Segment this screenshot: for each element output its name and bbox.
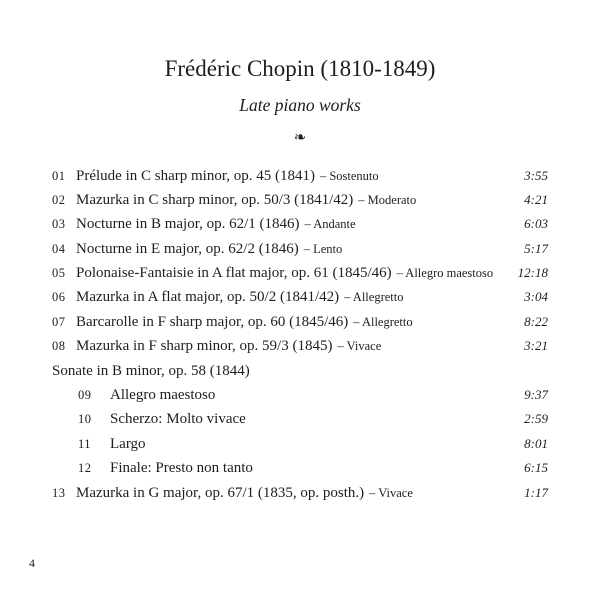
page-title: Frédéric Chopin (1810-1849) [164,56,436,81]
track-title: Mazurka in C sharp minor, op. 50/3 (1841/42) [76,191,354,208]
track-tempo: – Andante [304,217,356,232]
track-number: 05 [52,266,66,281]
track-duration: 8:01 [524,435,548,451]
track-row [52,289,548,313]
track-row [52,192,548,216]
track-duration: 3:21 [524,338,548,354]
track-row [52,411,548,435]
track-row [52,314,548,338]
page-number: 4 [29,556,35,570]
track-tempo: – Allegretto [344,290,404,305]
track-title: Largo [110,435,146,452]
track-tempo: – Sostenuto [319,168,379,183]
track-row [52,460,548,484]
track-title: Barcarolle in F sharp major, op. 60 (1845/46) [76,313,349,330]
track-duration: 2:59 [524,411,548,427]
track-number: 11 [78,436,92,451]
track-duration: 9:37 [524,387,548,403]
track-number: 09 [78,388,92,403]
track-number: 01 [52,168,66,183]
track-title: Prélude in C sharp minor, op. 45 (1841) [76,167,315,184]
track-title: Finale: Presto non tanto [110,460,253,477]
track-number: 08 [52,339,66,354]
track-row [52,168,548,192]
track-tempo: – Allegretto [353,314,413,329]
track-duration: 8:22 [524,313,548,329]
track-tempo: – Moderato [358,192,417,207]
track-number: 10 [78,412,92,427]
track-duration: 6:15 [524,460,548,476]
track-tempo: – Lento [303,241,343,256]
track-number: 06 [52,290,66,305]
track-title: Mazurka in G major, op. 67/1 (1835, op. posth.) [76,484,365,501]
track-title: Mazurka in A flat major, op. 50/2 (1841/42) [76,289,340,306]
track-tempo: – Allegro maestoso [396,266,494,281]
track-row [52,387,548,411]
track-row [52,265,548,289]
section-heading: Sonate in B minor, op. 58 (1844) [52,362,250,379]
track-row [52,436,548,460]
track-title: Nocturne in E major, op. 62/2 (1846) [76,240,299,257]
track-title: Scherzo: Molto vivace [110,411,246,428]
track-duration: 6:03 [524,216,548,232]
track-row [52,338,548,362]
track-number: 04 [52,241,66,256]
track-row [52,485,548,509]
track-list [52,168,548,509]
track-duration: 5:17 [524,240,548,256]
track-row [52,241,548,265]
track-row [52,216,548,240]
track-number: 12 [78,461,92,476]
track-number: 03 [52,217,66,232]
fleuron-ornament-icon: ❧ [293,127,307,146]
track-duration: 4:21 [524,191,548,207]
track-title: Allegro maestoso [110,387,216,404]
track-duration: 3:55 [524,167,548,183]
track-duration: 1:17 [524,484,548,500]
track-tempo: – Vivace [369,485,413,500]
track-number: 02 [52,192,66,207]
track-number: 13 [52,485,66,500]
track-title: Nocturne in B major, op. 62/1 (1846) [76,216,300,233]
track-tempo: – Vivace [337,339,382,354]
page-subtitle: Late piano works [239,95,361,115]
track-duration: 3:04 [524,289,548,305]
track-duration: 12:18 [517,265,548,281]
track-title: Mazurka in F sharp minor, op. 59/3 (1845) [76,338,333,355]
track-title: Polonaise-Fantaisie in A flat major, op. 61 (1845/46) [76,265,392,282]
track-number: 07 [52,314,66,329]
